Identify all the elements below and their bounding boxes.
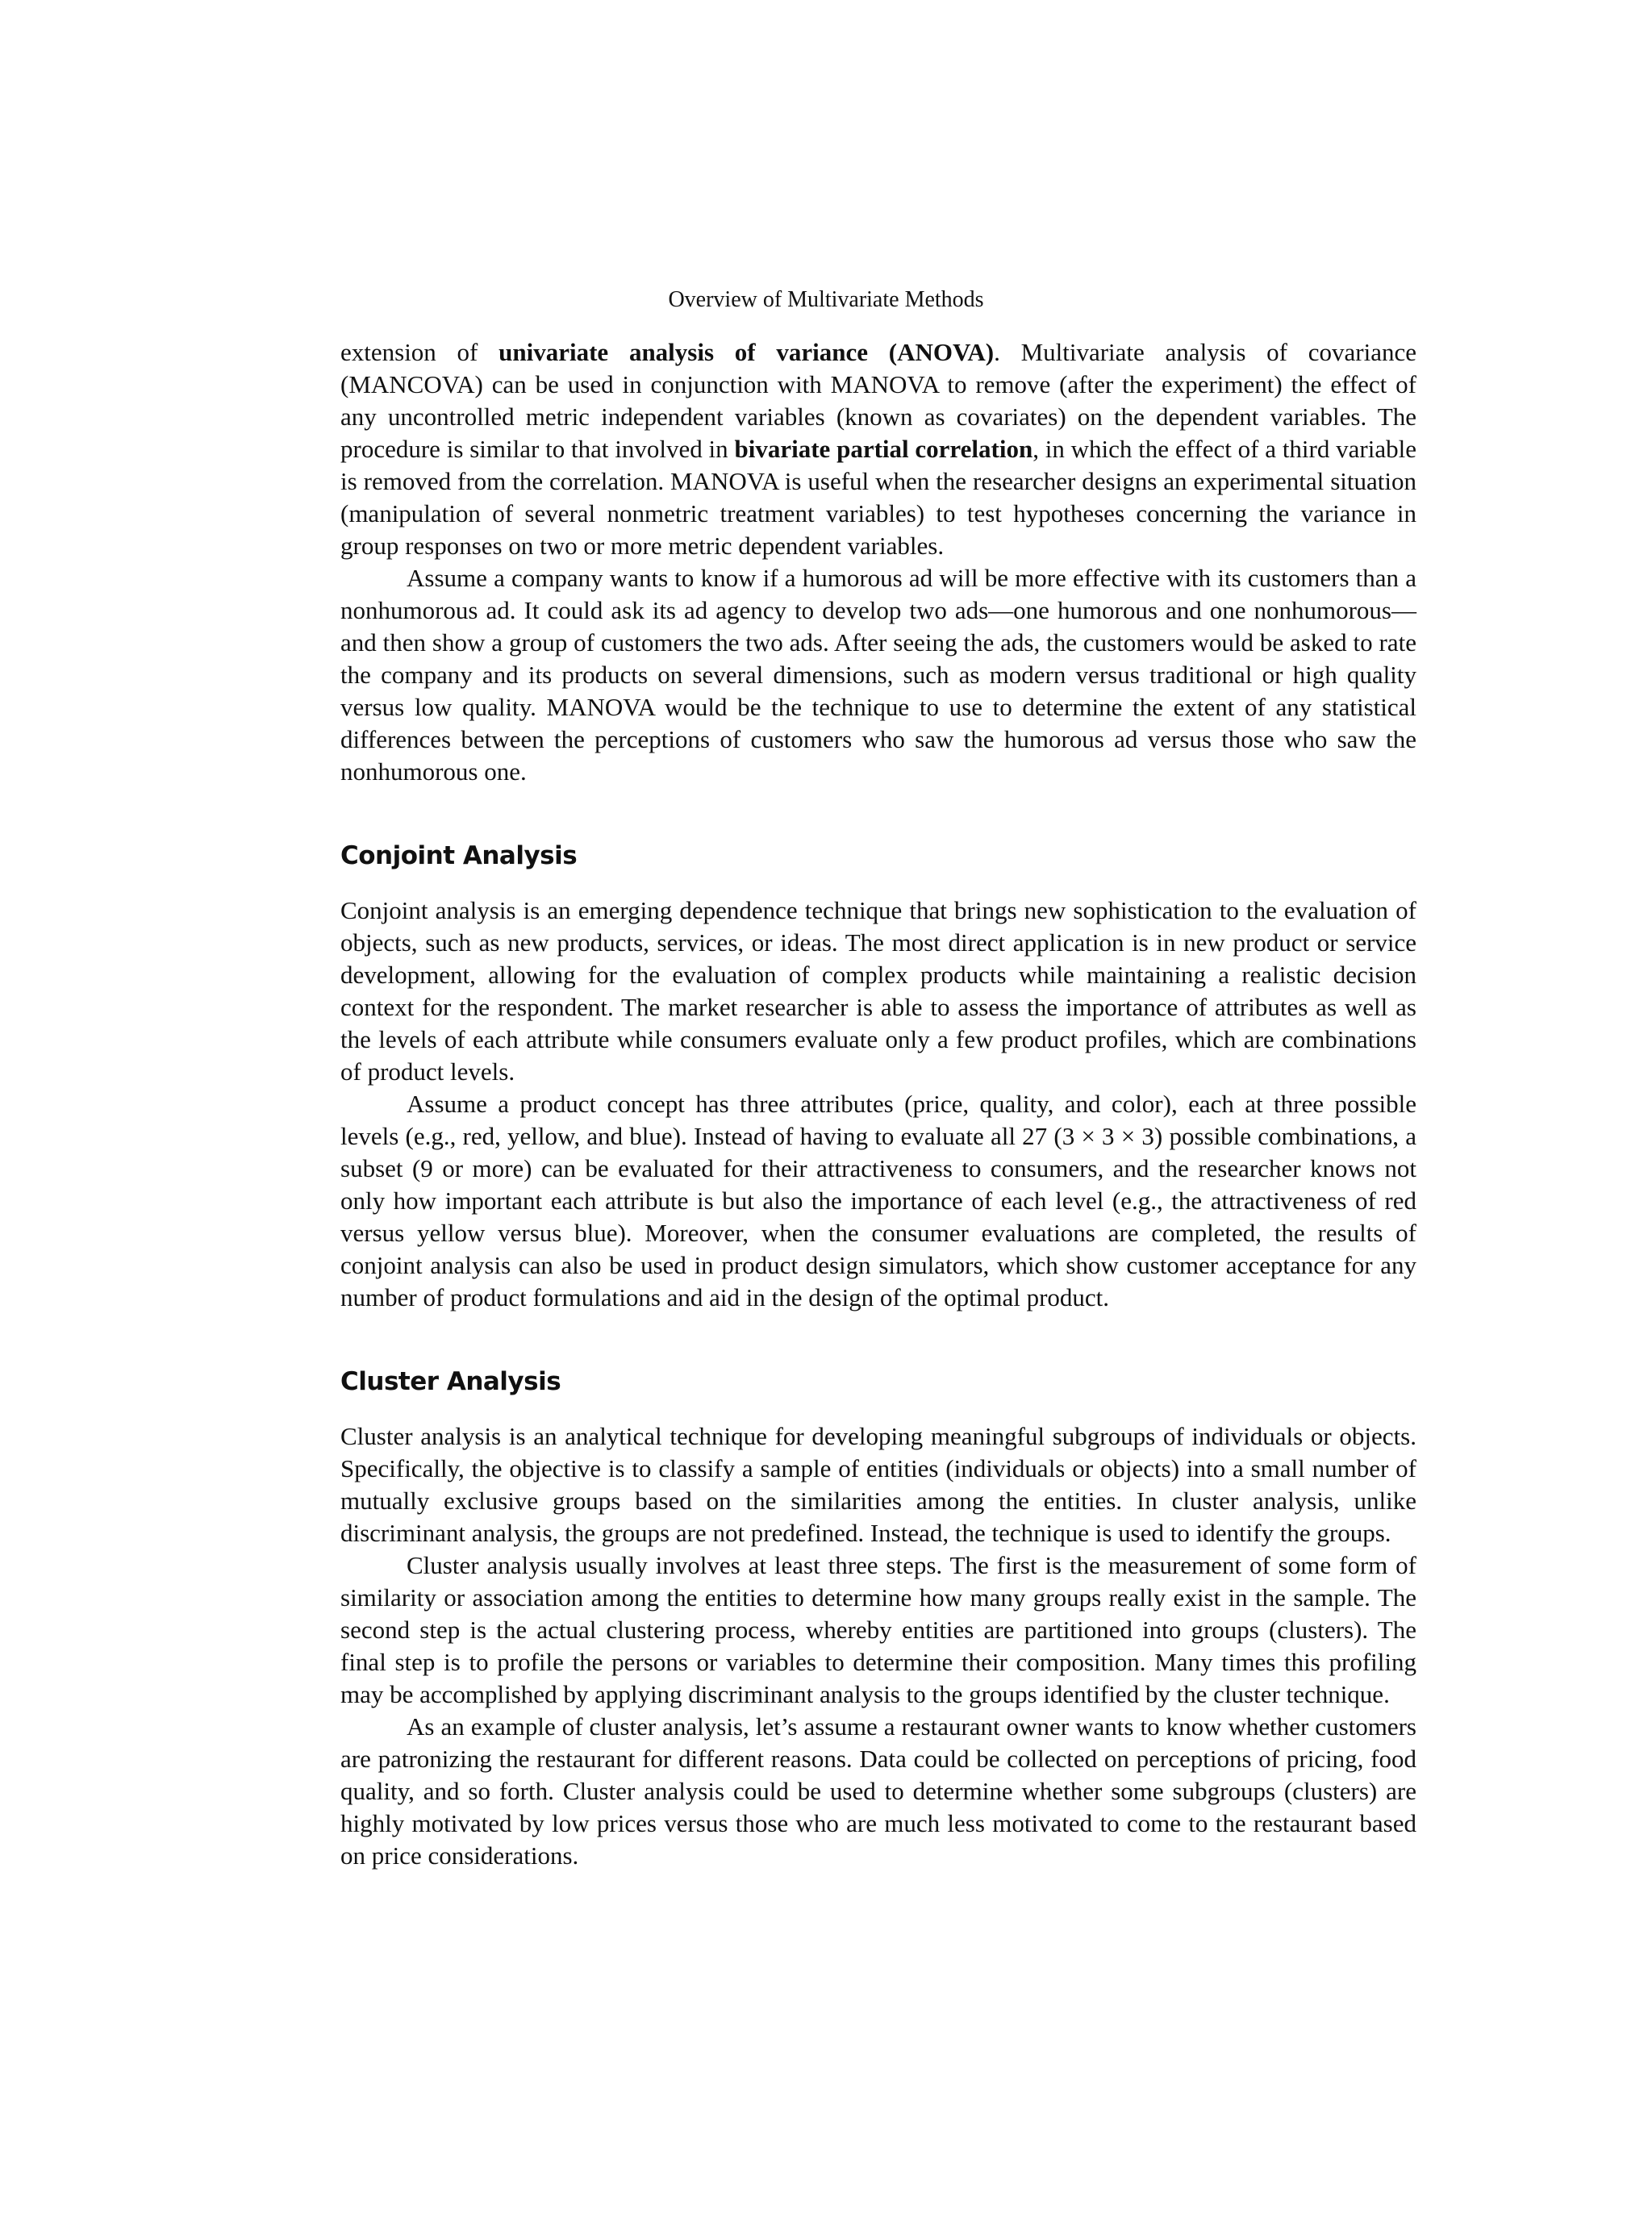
- bold-term-bivariate-partial-correlation: bivariate partial correlation: [734, 435, 1033, 463]
- conjoint-paragraph-1: Conjoint analysis is an emerging dependence technique that brings new sophistication to the evaluation of objects, such as new products, services, or ideas. The most direct application is in new product or service development, allowing for the evaluation of complex products while maintaining a realistic decision context for the respondent. The market researcher is able to assess the importance of attributes as well as the levels of each attribute while consumers evaluate only a few product profiles, which are combinations of product levels.: [340, 896, 1416, 1086]
- text-column: [340, 336, 1416, 1872]
- section-heading-conjoint-analysis: Conjoint Analysis: [340, 841, 578, 870]
- conjoint-paragraph-2: Assume a product concept has three attributes (price, quality, and color), each at three possible levels (e.g., red, yellow, and blue). Instead of having to evaluate all 27 (3 × 3 × 3) possible combinations, a subset (9 or more) can be evaluated for their attractiveness to consumers, and the researcher knows not only how important each attribute is but also the importance of each level (e.g., the attractiveness of red versus yellow versus blue). Moreover, when the consumer evaluations are completed, the results of conjoint analysis can also be used in product design simulators, which show customer acceptance for any number of product formulations and aid in the design of the optimal product.: [340, 1090, 1416, 1311]
- cluster-paragraph-3: As an example of cluster analysis, let’s assume a restaurant owner wants to know whether customers are patronizing the restaurant for different reasons. Data could be collected on perceptions of pricing, food quality, and so forth. Cluster analysis could be used to determine whether some subgroups (clusters) are highly motivated by low prices versus those who are much less motivated to come to the restaurant based on price considerations.: [340, 1712, 1416, 1870]
- manova-paragraph-1: [340, 336, 1416, 562]
- running-head: Overview of Multivariate Methods: [668, 287, 984, 312]
- paragraph-text: . Multivariate analysis of covariance (MANCOVA) can be used in conjunction with MANOVA to remove (after the experiment) the effect of any uncontrolled metric independent variables (known as covariates) on the dependent variables. The procedure is similar to that involved in: [340, 338, 1416, 463]
- cluster-paragraph-2: Cluster analysis usually involves at least three steps. The first is the measurement of some form of similarity or association among the entities to determine how many groups really exist in the sample. The second step is the actual clustering process, whereby entities are partitioned into groups (clusters). The final step is to profile the persons or variables to determine their composition. Many times this profiling may be accomplished by applying discriminant analysis to the groups identified by the cluster technique.: [340, 1551, 1416, 1708]
- paragraph-text: extension of: [340, 338, 499, 366]
- cluster-paragraph-1: Cluster analysis is an analytical technique for developing meaningful subgroups of individuals or objects. Specifically, the objective is to classify a sample of entities (individuals or objects) into a small number of mutually exclusive groups based on the similarities among the entities. In cluster analysis, unlike discriminant analysis, the groups are not predefined. Instead, the technique is used to identify the groups.: [340, 1422, 1416, 1547]
- manova-paragraph-2: Assume a company wants to know if a humorous ad will be more effective with its customers than a nonhumorous ad. It could ask its ad agency to develop two ads—one humorous and one nonhumorous—and then show a group of customers the two ads. After seeing the ads, the customers would be asked to rate the company and its products on several dimensions, such as modern versus traditional or high quality versus low quality. MANOVA would be the technique to use to determine the extent of any statistical differences between the perceptions of customers who saw the humorous ad versus those who saw the nonhumorous one.: [340, 564, 1416, 786]
- paragraph-text: , in which the effect of a third variable is removed from the correlation. MANOVA is useful when the researcher designs an experimental situation (manipulation of several nonmetric treatment variables) to test hypotheses concerning the variance in group responses on two or more metric dependent variables.: [340, 435, 1416, 560]
- section-heading-cluster-analysis: Cluster Analysis: [340, 1367, 561, 1396]
- bold-term-anova: univariate analysis of variance (ANOVA): [499, 338, 995, 366]
